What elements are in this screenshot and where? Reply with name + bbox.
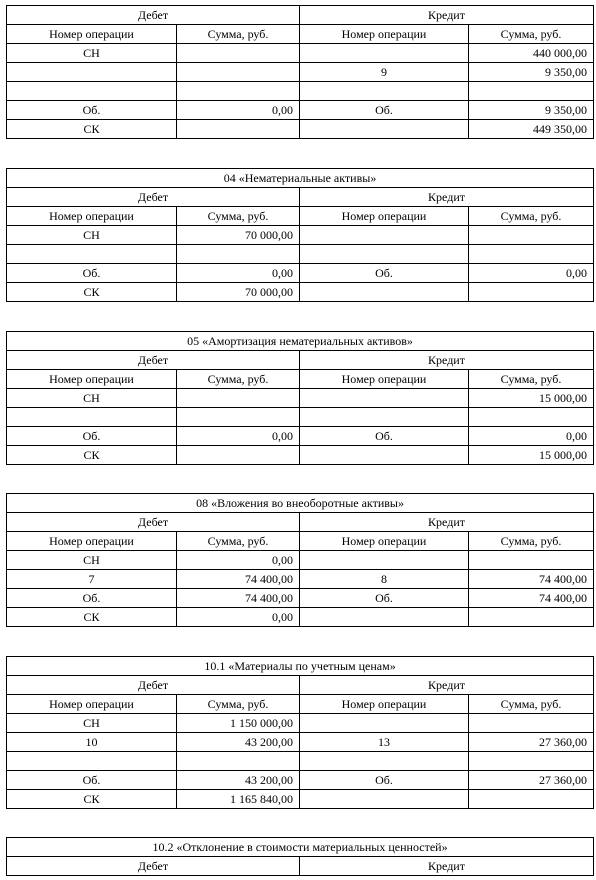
debit-sum-cell: 0,00	[177, 101, 300, 120]
table-row	[7, 82, 594, 101]
credit-header: Кредит	[300, 857, 594, 876]
debit-header: Дебет	[7, 513, 300, 532]
debit-op-cell: Об.	[7, 264, 177, 283]
credit-header: Кредит	[300, 513, 594, 532]
credit-sum-cell: 440 000,00	[469, 44, 594, 63]
credit-op-cell	[300, 752, 469, 771]
account-title: 08 «Вложения во внеоборотные активы»	[7, 494, 594, 513]
credit-sum-cell	[469, 714, 594, 733]
debit-op-cell: 7	[7, 570, 177, 589]
account-title: 10.1 «Материалы по учетным ценам»	[7, 657, 594, 676]
account-title: 04 «Нематериальные активы»	[7, 169, 594, 188]
debit-op-cell: СК	[7, 120, 177, 139]
debit-sum-cell: 0,00	[177, 427, 300, 446]
credit-sum-cell: 9 350,00	[469, 101, 594, 120]
debit-sum-cell	[177, 245, 300, 264]
debit-sum-cell	[177, 63, 300, 82]
debit-op-cell: СН	[7, 44, 177, 63]
debit-op-cell: Об.	[7, 771, 177, 790]
debit-op-cell: СН	[7, 551, 177, 570]
credit-op-cell	[300, 389, 469, 408]
debit-op-cell	[7, 245, 177, 264]
debit-op-cell: СН	[7, 226, 177, 245]
table-row	[7, 446, 594, 465]
debit-sum-header: Сумма, руб.	[177, 695, 300, 714]
account-table	[6, 656, 594, 809]
debit-op-cell: СК	[7, 446, 177, 465]
debit-header: Дебет	[7, 676, 300, 695]
debit-op-header: Номер операции	[7, 532, 177, 551]
credit-op-cell	[300, 283, 469, 302]
credit-op-cell	[300, 82, 469, 101]
credit-op-cell	[300, 245, 469, 264]
table-row	[7, 551, 594, 570]
debit-sum-cell	[177, 44, 300, 63]
debit-op-cell: Об.	[7, 427, 177, 446]
credit-op-cell	[300, 120, 469, 139]
credit-sum-cell	[469, 82, 594, 101]
credit-sum-cell	[469, 752, 594, 771]
account-table	[6, 837, 594, 876]
debit-sum-header: Сумма, руб.	[177, 207, 300, 226]
table-row	[7, 771, 594, 790]
debit-sum-cell: 1 165 840,00	[177, 790, 300, 809]
table-row	[7, 44, 594, 63]
debit-op-cell: Об.	[7, 101, 177, 120]
credit-sum-cell: 74 400,00	[469, 589, 594, 608]
credit-sum-cell	[469, 283, 594, 302]
account-title: 05 «Амортизация нематериальных активов»	[7, 332, 594, 351]
account-table	[6, 331, 594, 465]
credit-op-header: Номер операции	[300, 695, 469, 714]
credit-op-cell: Об.	[300, 101, 469, 120]
debit-sum-cell: 43 200,00	[177, 771, 300, 790]
debit-sum-cell: 0,00	[177, 551, 300, 570]
credit-sum-header: Сумма, руб.	[469, 532, 594, 551]
debit-sum-cell	[177, 752, 300, 771]
table-row	[7, 714, 594, 733]
credit-sum-cell: 0,00	[469, 264, 594, 283]
credit-op-header: Номер операции	[300, 207, 469, 226]
credit-op-cell	[300, 608, 469, 627]
debit-sum-cell	[177, 446, 300, 465]
credit-op-cell	[300, 226, 469, 245]
credit-op-cell: 9	[300, 63, 469, 82]
credit-sum-cell: 0,00	[469, 427, 594, 446]
credit-op-cell	[300, 44, 469, 63]
debit-op-cell	[7, 408, 177, 427]
account-title: 10.2 «Отклонение в стоимости материальных ценностей»	[7, 838, 594, 857]
debit-op-cell: СК	[7, 283, 177, 302]
table-row	[7, 427, 594, 446]
debit-sum-cell	[177, 389, 300, 408]
debit-op-cell: Об.	[7, 589, 177, 608]
debit-op-header: Номер операции	[7, 207, 177, 226]
credit-op-cell	[300, 790, 469, 809]
credit-sum-header: Сумма, руб.	[469, 207, 594, 226]
debit-op-cell	[7, 63, 177, 82]
credit-header: Кредит	[300, 6, 594, 25]
debit-sum-cell	[177, 120, 300, 139]
credit-op-cell	[300, 408, 469, 427]
table-row	[7, 608, 594, 627]
credit-sum-cell: 9 350,00	[469, 63, 594, 82]
debit-sum-cell: 74 400,00	[177, 589, 300, 608]
table-row	[7, 101, 594, 120]
debit-sum-cell	[177, 408, 300, 427]
credit-sum-cell: 27 360,00	[469, 733, 594, 752]
credit-op-cell: Об.	[300, 771, 469, 790]
debit-header: Дебет	[7, 857, 300, 876]
credit-sum-cell	[469, 790, 594, 809]
credit-sum-header: Сумма, руб.	[469, 695, 594, 714]
credit-sum-cell: 74 400,00	[469, 570, 594, 589]
credit-header: Кредит	[300, 676, 594, 695]
account-table	[6, 493, 594, 627]
debit-sum-cell: 0,00	[177, 264, 300, 283]
debit-header: Дебет	[7, 6, 300, 25]
credit-op-cell	[300, 551, 469, 570]
table-row	[7, 283, 594, 302]
credit-op-header: Номер операции	[300, 370, 469, 389]
debit-sum-cell: 70 000,00	[177, 283, 300, 302]
debit-header: Дебет	[7, 351, 300, 370]
table-row	[7, 790, 594, 809]
table-row	[7, 120, 594, 139]
credit-sum-header: Сумма, руб.	[469, 25, 594, 44]
credit-sum-cell	[469, 608, 594, 627]
table-row	[7, 245, 594, 264]
credit-op-cell: 13	[300, 733, 469, 752]
debit-sum-header: Сумма, руб.	[177, 370, 300, 389]
credit-op-cell: 8	[300, 570, 469, 589]
credit-op-cell: Об.	[300, 264, 469, 283]
table-row	[7, 408, 594, 427]
debit-sum-header: Сумма, руб.	[177, 532, 300, 551]
debit-op-cell: СН	[7, 389, 177, 408]
account-table	[6, 5, 594, 139]
credit-sum-cell	[469, 551, 594, 570]
debit-op-cell: СН	[7, 714, 177, 733]
debit-op-cell: СК	[7, 790, 177, 809]
debit-sum-header: Сумма, руб.	[177, 25, 300, 44]
debit-header: Дебет	[7, 188, 300, 207]
credit-op-cell: Об.	[300, 427, 469, 446]
credit-op-cell: Об.	[300, 589, 469, 608]
debit-op-cell: 10	[7, 733, 177, 752]
debit-op-header: Номер операции	[7, 25, 177, 44]
table-row	[7, 752, 594, 771]
debit-op-cell	[7, 752, 177, 771]
credit-sum-cell	[469, 245, 594, 264]
account-table	[6, 168, 594, 302]
table-row	[7, 589, 594, 608]
credit-op-cell	[300, 446, 469, 465]
debit-sum-cell: 70 000,00	[177, 226, 300, 245]
credit-sum-cell: 27 360,00	[469, 771, 594, 790]
credit-sum-cell: 449 350,00	[469, 120, 594, 139]
credit-sum-cell: 15 000,00	[469, 446, 594, 465]
credit-sum-cell	[469, 226, 594, 245]
debit-op-header: Номер операции	[7, 370, 177, 389]
table-row	[7, 733, 594, 752]
debit-op-header: Номер операции	[7, 695, 177, 714]
credit-sum-cell: 15 000,00	[469, 389, 594, 408]
credit-op-header: Номер операции	[300, 532, 469, 551]
table-row	[7, 264, 594, 283]
table-row	[7, 226, 594, 245]
debit-op-cell	[7, 82, 177, 101]
credit-sum-header: Сумма, руб.	[469, 370, 594, 389]
table-row	[7, 389, 594, 408]
debit-sum-cell: 43 200,00	[177, 733, 300, 752]
credit-sum-cell	[469, 408, 594, 427]
credit-header: Кредит	[300, 188, 594, 207]
credit-op-cell	[300, 714, 469, 733]
table-row	[7, 63, 594, 82]
table-row	[7, 570, 594, 589]
credit-header: Кредит	[300, 351, 594, 370]
credit-op-header: Номер операции	[300, 25, 469, 44]
debit-sum-cell: 1 150 000,00	[177, 714, 300, 733]
debit-sum-cell	[177, 82, 300, 101]
debit-sum-cell: 0,00	[177, 608, 300, 627]
debit-sum-cell: 74 400,00	[177, 570, 300, 589]
debit-op-cell: СК	[7, 608, 177, 627]
